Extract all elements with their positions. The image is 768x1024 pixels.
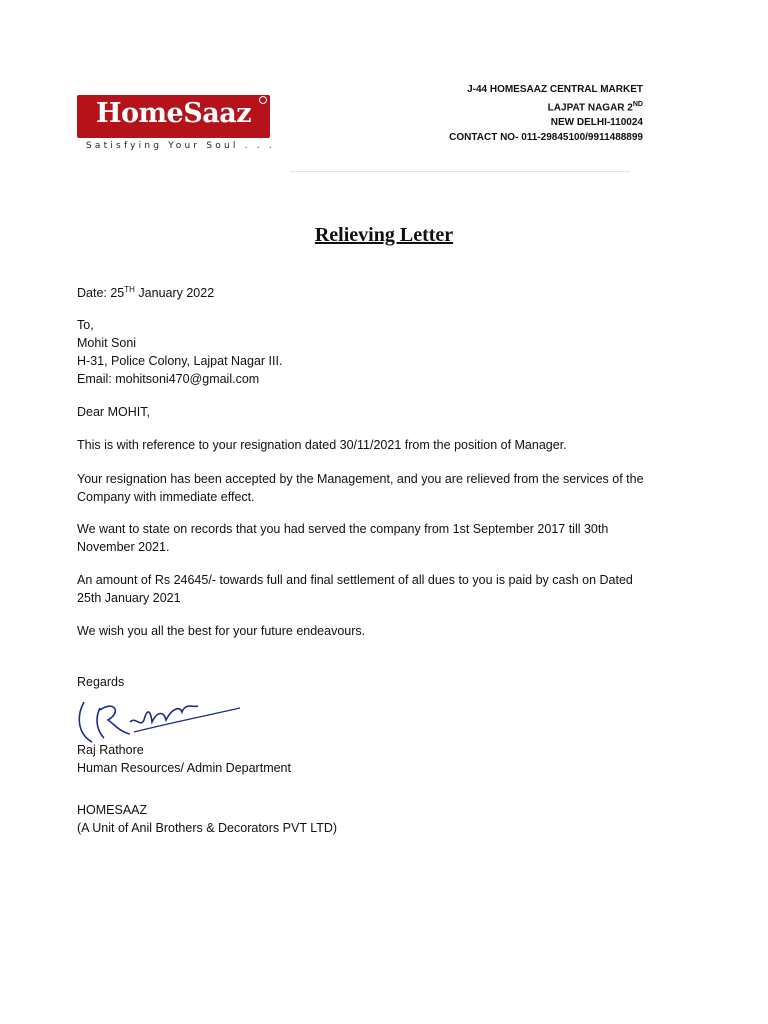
address-line-1: J-44 HOMESAAZ CENTRAL MARKET (467, 84, 643, 95)
address-line-3: NEW DELHI-110024 (550, 117, 643, 129)
recipient-name: Mohit Soni (77, 336, 137, 350)
signer-name: Raj Rathore (77, 743, 144, 757)
paragraph-service-period: We want to state on records that you had served the company from 1st September 2017 till 30th November 2021. (77, 522, 609, 554)
logo-text: HomeSaaz (95, 98, 252, 129)
paragraph-resignation-reference: This is with reference to your resignation dated 30/11/2021 from the position of Manager. (77, 438, 567, 452)
recipient-address: H-31, Police Colony, Lajpat Nagar III. (77, 354, 283, 368)
paragraph-acceptance: Your resignation has been accepted by the Management, and you are relieved from the services of the Company with immediate effect. (77, 472, 644, 504)
address-line-2: LAJPAT NAGAR 2ND (547, 101, 643, 114)
signature-image (74, 672, 244, 752)
paragraph-best-wishes: We wish you all the best for your future endeavours. (77, 624, 366, 638)
company-address (449, 82, 643, 145)
header-divider (290, 171, 630, 172)
salutation: Dear MOHIT, (77, 405, 150, 419)
company-unit: (A Unit of Anil Brothers & Decorators PVT LTD) (77, 821, 338, 835)
recipient-email: Email: mohitsoni470@gmail.com (77, 372, 260, 386)
to-label: To, (77, 318, 94, 332)
logo-tagline: Satisfying Your Soul . . . (86, 141, 275, 151)
signer-department: Human Resources/ Admin Department (77, 761, 291, 775)
letter-title: Relieving Letter (314, 224, 454, 246)
registered-mark-icon (259, 96, 267, 104)
letter-date: Date: 25TH January 2022 (77, 285, 215, 301)
company-logo (77, 95, 270, 138)
company-name: HOMESAAZ (77, 803, 148, 817)
paragraph-settlement: An amount of Rs 24645/- towards full and final settlement of all dues to you is paid by cash on Dated 25th January 2021 (77, 573, 633, 605)
regards-label: Regards (77, 675, 125, 689)
contact-numbers: CONTACT NO- 011-29845100/9911488899 (449, 132, 643, 144)
